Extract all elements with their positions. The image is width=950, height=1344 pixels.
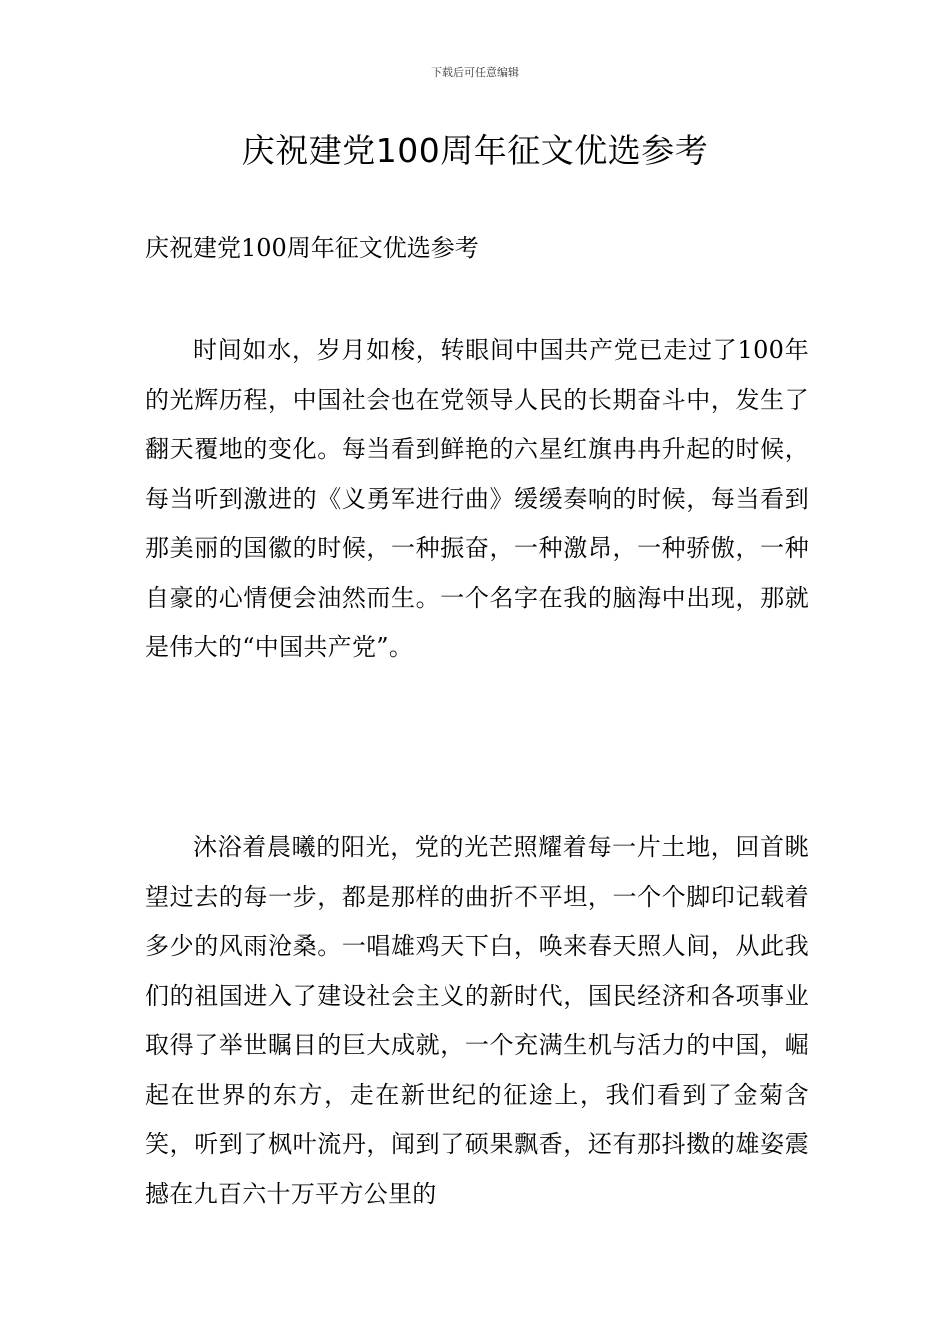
document-subtitle: 庆祝建党100周年征文优选参考 bbox=[145, 234, 479, 262]
page-title: 庆祝建党100周年征文优选参考 bbox=[241, 131, 709, 170]
paragraph-1: 时间如水，岁月如梭，转眼间中国共产党已走过了100年的光辉历程，中国社会也在党领导人民的长期奋斗中，发生了翻天覆地的变化。每当看到鲜艳的六星红旗冉冉升起的时候，每当听到激进的《义勇军进行曲》缓缓奏响的时候，每当看到那美丽的国徽的时候，一种振奋，一种激昂，一种骄傲，一种自豪的心情便会油然而生。一个名字在我的脑海中出现，那就是伟大的“中国共产党”。 bbox=[145, 336, 809, 661]
paragraph-2: 沐浴着晨曦的阳光，党的光芒照耀着每一片土地，回首眺望过去的每一步，都是那样的曲折不平坦，一个个脚印记载着多少的风雨沧桑。一唱雄鸡天下白，唤来春天照人间，从此我们的祖国进入了建设社会主义的新时代，国民经济和各项事业取得了举世瞩目的巨大成就，一个充满生机与活力的中国，崛起在世界的东方，走在新世纪的征途上，我们看到了金菊含笑，听到了枫叶流丹，闻到了硕果飘香，还有那抖擞的雄姿震撼在九百六十万平方公里的 bbox=[145, 833, 809, 1208]
header-note: 下载后可任意编辑 bbox=[431, 66, 519, 79]
